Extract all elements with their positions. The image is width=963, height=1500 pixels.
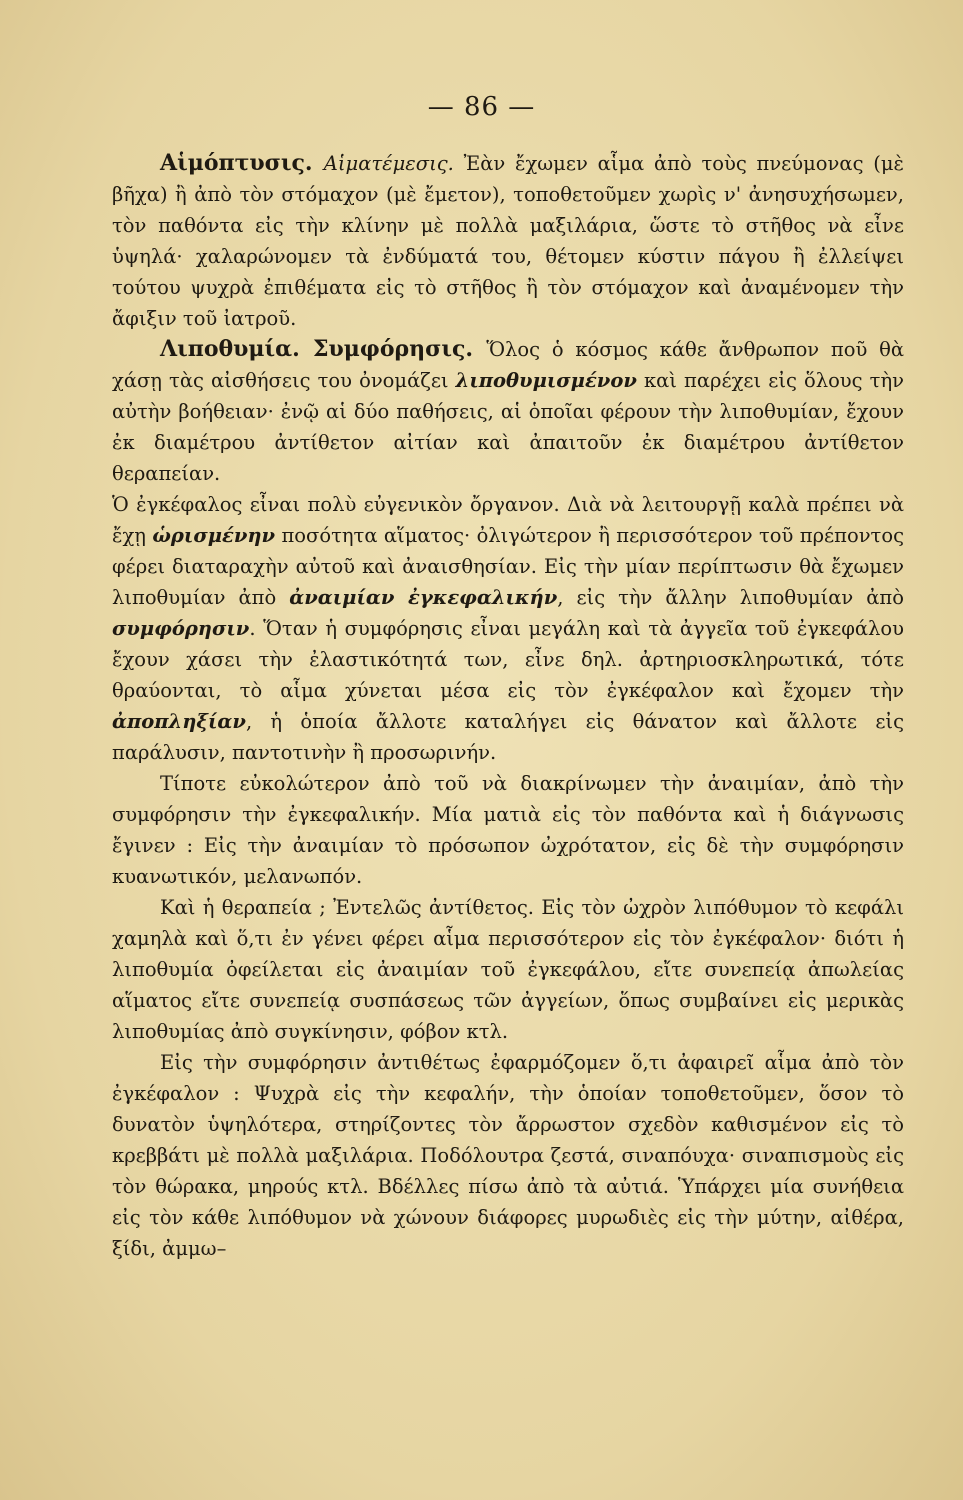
paragraph	[112, 892, 904, 1047]
section-heading: Λιποθυμία. Συμφόρησις.	[160, 336, 487, 362]
text-run: . Ὅταν ἡ συμφόρησις εἶναι μεγάλη καὶ τὰ ἀγγεῖα τοῦ ἐγκεφάλου ἔχουν χάσει τὴν ἐλαστικότητά των, εἶνε δηλ. ἀρτηριοσκληρωτικά, τότε θραύονται, τὸ αἷμα χύνεται μέσα εἰς τὸν ἐγκέφαλον καὶ ἔχομεν τὴν	[112, 617, 904, 702]
text-run: ποσότητα αἵματος· ὀλιγώτερον ἢ περισσότερον τοῦ πρέποντος φέρει διαταραχὴν αὐτοῦ καὶ ἀναισθησίαν. Εἰς τὴν μίαν περίπτωσιν θὰ ἔχωμεν λιποθυμίαν ἀπὸ	[112, 524, 904, 609]
text-run: ἀποπληξίαν	[112, 710, 246, 733]
text-run: Αἱματέμεσις.	[323, 152, 464, 175]
section-heading: Αἱμόπτυσις.	[160, 150, 324, 176]
text-run: Ὁ ἐγκέφαλος εἶναι πολὺ εὐγενικὸν ὄργανον. Διὰ νὰ λειτουργῇ καλὰ πρέπει νὰ ἔχῃ	[112, 493, 904, 547]
page-number: — 86 —	[427, 92, 536, 122]
text-run: Εἰς τὴν συμφόρησιν ἀντιθέτως ἐφαρμόζομεν ὅ,τι ἀφαιρεῖ αἷμα ἀπὸ τὸν ἐγκέφαλον : Ψυχρὰ εἰς τὴν κεφαλήν, τὴν ὁποίαν τοποθετοῦμεν, ὅσον τὸ δυνατὸν ὑψηλότερα, στηρίζοντες τὸν ἄρρωστον σχεδὸν καθισμένον εἰς τὸ κρεββάτι μὲ πολλὰ μαξιλάρια. Ποδόλουτρα ζεστά, σιναπόυχα· σιναπισμοὺς εἰς τὸν θώρακα, μηρούς κτλ. Βδέλλες πίσω ἀπὸ τὰ αὐτιά. Ὑπάρχει μία συνήθεια εἰς τὸν κάθε λιπόθυμον νὰ χώνουν διάφορες μυρωδιὲς εἰς τὴν μύτην, αἰθέρα, ξίδι, ἀμμω–	[112, 1051, 904, 1260]
text-run: , ἡ ὁποία ἄλλοτε καταλήγει εἰς θάνατον καὶ ἄλλοτε εἰς παράλυσιν, παντοτινὴν ἢ προσωρινήν.	[112, 710, 904, 764]
text-run: καὶ παρέχει εἰς ὅλους τὴν αὐτὴν βοήθειαν· ἐνῷ αἱ δύο παθήσεις, αἱ ὁποῖαι φέρουν τὴν λιποθυμίαν, ἔχουν ἐκ διαμέτρου ἀντίθετον αἰτίαν καὶ ἀπαιτοῦν ἐκ διαμέτρου ἀντίθετον θεραπείαν.	[112, 369, 904, 485]
text-run: , εἰς τὴν ἄλλην λιποθυμίαν ἀπὸ	[557, 586, 904, 609]
paragraph	[112, 148, 904, 334]
text-run: Ἐὰν ἔχωμεν αἷμα ἀπὸ τοὺς πνεύμονας (μὲ βῆχα) ἢ ἀπὸ τὸν στόμαχον (μὲ ἔμετον), τοποθετοῦμεν χωρὶς ν' ἀνησυχήσωμεν, τὸν παθόντα εἰς τὴν κλίνην μὲ πολλὰ μαξιλάρια, ὥστε τὸ στῆθος νὰ εἶνε ὑψηλά· χαλαρώνομεν τὰ ἐνδύματά του, θέτομεν κύστιν πάγου ἢ ἐλλείψει τούτου ψυχρὰ ἐπιθέματα εἰς τὸ στῆθος ἢ τὸν στόμαχον καὶ ἀναμένομεν τὴν ἄφιξιν τοῦ ἰατροῦ.	[112, 152, 904, 330]
text-run: ἀναιμίαν ἐγκεφαλικήν	[289, 586, 558, 609]
text-run: συμφόρησιν	[112, 617, 250, 640]
paragraph	[112, 768, 904, 892]
text-run: ὡρισμένην	[152, 524, 276, 547]
text-run: Ὅλος ὁ κόσμος κάθε ἄνθρωπον ποῦ θὰ χάσῃ τὰς αἰσθήσεις του ὀνομάζει	[112, 338, 905, 392]
paragraph	[112, 489, 904, 768]
paragraph	[112, 334, 904, 489]
text-run: Τίποτε εὐκολώτερον ἀπὸ τοῦ νὰ διακρίνωμεν τὴν ἀναιμίαν, ἀπὸ τὴν συμφόρησιν τὴν ἐγκεφαλικήν. Μία ματιὰ εἰς τὸν παθόντα καὶ ἡ διάγνωσις ἔγινεν : Εἰς τὴν ἀναιμίαν τὸ πρόσωπον ὠχρότατον, εἰς δὲ τὴν συμφόρησιν κυανωτικόν, μελανωπόν.	[112, 772, 904, 888]
body-text	[112, 148, 904, 1264]
text-run: λιποθυμισμένον	[455, 369, 637, 392]
text-run: Καὶ ἡ θεραπεία ; Ἐντελῶς ἀντίθετος. Εἰς τὸν ὠχρὸν λιπόθυμον τὸ κεφάλι χαμηλὰ καὶ ὅ,τι ἐν γένει φέρει αἷμα περισσότερον εἰς τὸν ἐγκέφαλον· διότι ἡ λιποθυμία ὀφείλεται εἰς ἀναιμίαν τοῦ ἐγκεφάλου, εἴτε συνεπείᾳ ἀπωλείας αἵματος εἴτε συνεπείᾳ συσπάσεως τῶν ἀγγείων, ὅπως συμβαίνει εἰς μερικὰς λιποθυμίας ἀπὸ συγκίνησιν, φόβον κτλ.	[112, 896, 904, 1043]
paragraph	[112, 1047, 904, 1264]
